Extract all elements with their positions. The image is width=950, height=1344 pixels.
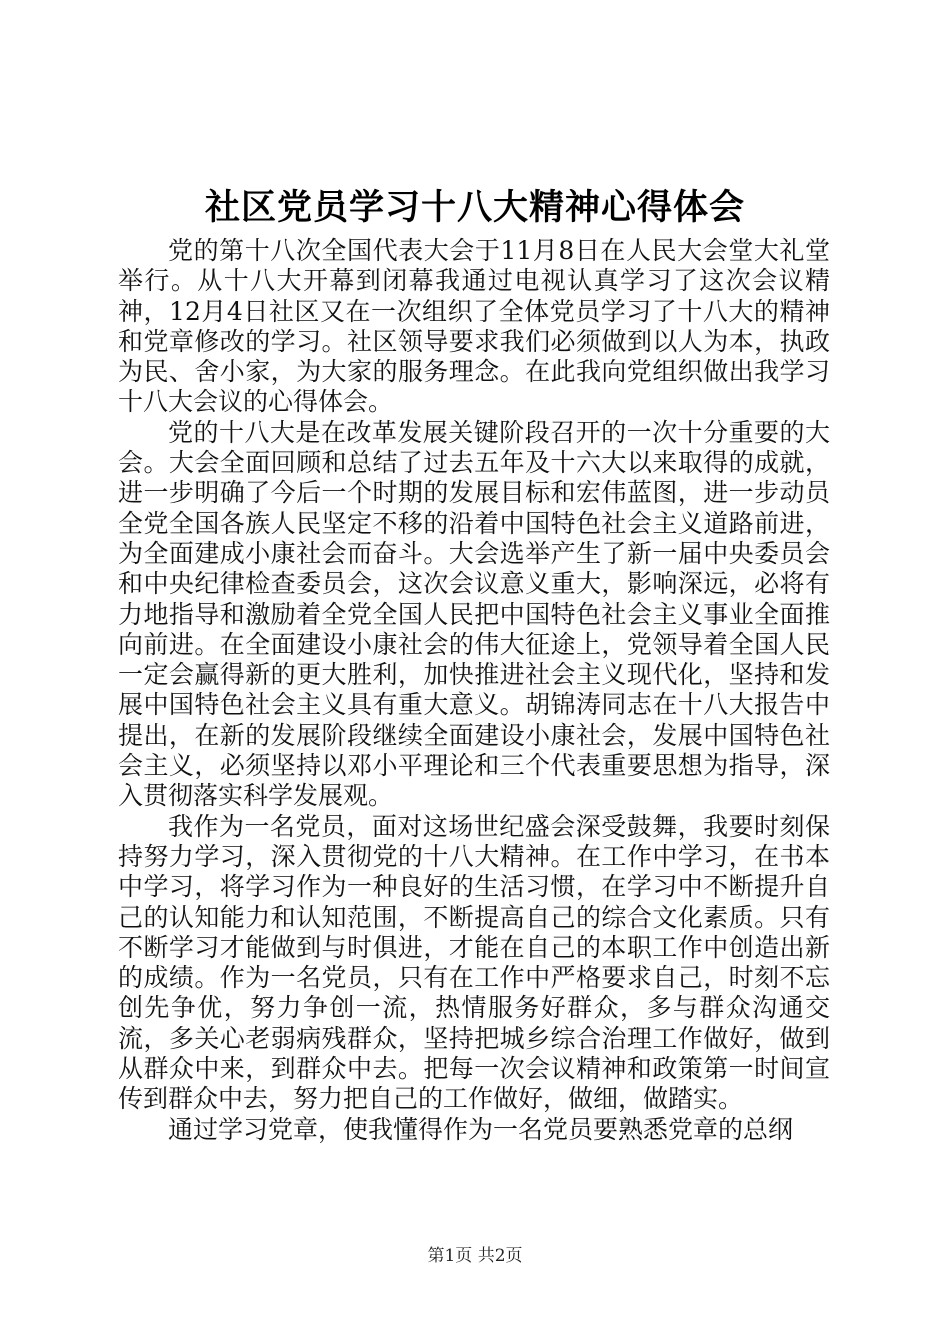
paragraph-2: 党的十八大是在改革发展关键阶段召开的一次十分重要的大会。大会全面回顾和总结了过去五年及十六大以来取得的成就，进一步明确了今后一个时期的发展目标和宏伟蓝图，进一步动员全党全国各族人民坚定不移的沿着中国特色社会主义道路前进，为全面建成小康社会而奋斗。大会选举产生了新一届中央委员会和中央纪律检查委员会，这次会议意义重大，影响深远，必将有力地指导和激励着全党全国人民把中国特色社会主义事业全面推向前进。在全面建设小康社会的伟大征途上，党领导着全国人民一定会赢得新的更大胜利，加快推进社会主义现代化，坚持和发展中国特色社会主义具有重大意义。胡锦涛同志在十八大报告中提出，在新的发展阶段继续全面建设小康社会，发展中国特色社会主义，必须坚持以邓小平理论和三个代表重要思想为指导，深入贯彻落实科学发展观。 xyxy=(118,417,830,811)
document-body xyxy=(118,236,830,1145)
paragraph-1: 党的第十八次全国代表大会于11月8日在人民大会堂大礼堂举行。从十八大开幕到闭幕我通过电视认真学习了这次会议精神，12月4日社区又在一次组织了全体党员学习了十八大的精神和党章修改的学习。社区领导要求我们必须做到以人为本，执政为民、舍小家，为大家的服务理念。在此我向党组织做出我学习十八大会议的心得体会。 xyxy=(118,236,830,417)
document-title: 社区党员学习十八大精神心得体会 xyxy=(204,187,745,228)
page-number-footer: 第1页 共2页 xyxy=(427,1246,523,1266)
paragraph-4: 通过学习党章，使我懂得作为一名党员要熟悉党章的总纲 xyxy=(168,1114,794,1144)
paragraph-3: 我作为一名党员，面对这场世纪盛会深受鼓舞，我要时刻保持努力学习，深入贯彻党的十八大精神。在工作中学习，在书本中学习，将学习作为一种良好的生活习惯，在学习中不断提升自己的认知能力和认知范围，不断提高自己的综合文化素质。只有不断学习才能做到与时俱进，才能在自己的本职工作中创造出新的成绩。作为一名党员，只有在工作中严格要求自己，时刻不忘创先争优，努力争创一流，热情服务好群众，多与群众沟通交流，多关心老弱病残群众，坚持把城乡综合治理工作做好，做到从群众中来，到群众中去。把每一次会议精神和政策第一时间宣传到群众中去，努力把自己的工作做好，做细，做踏实。 xyxy=(118,811,830,1114)
